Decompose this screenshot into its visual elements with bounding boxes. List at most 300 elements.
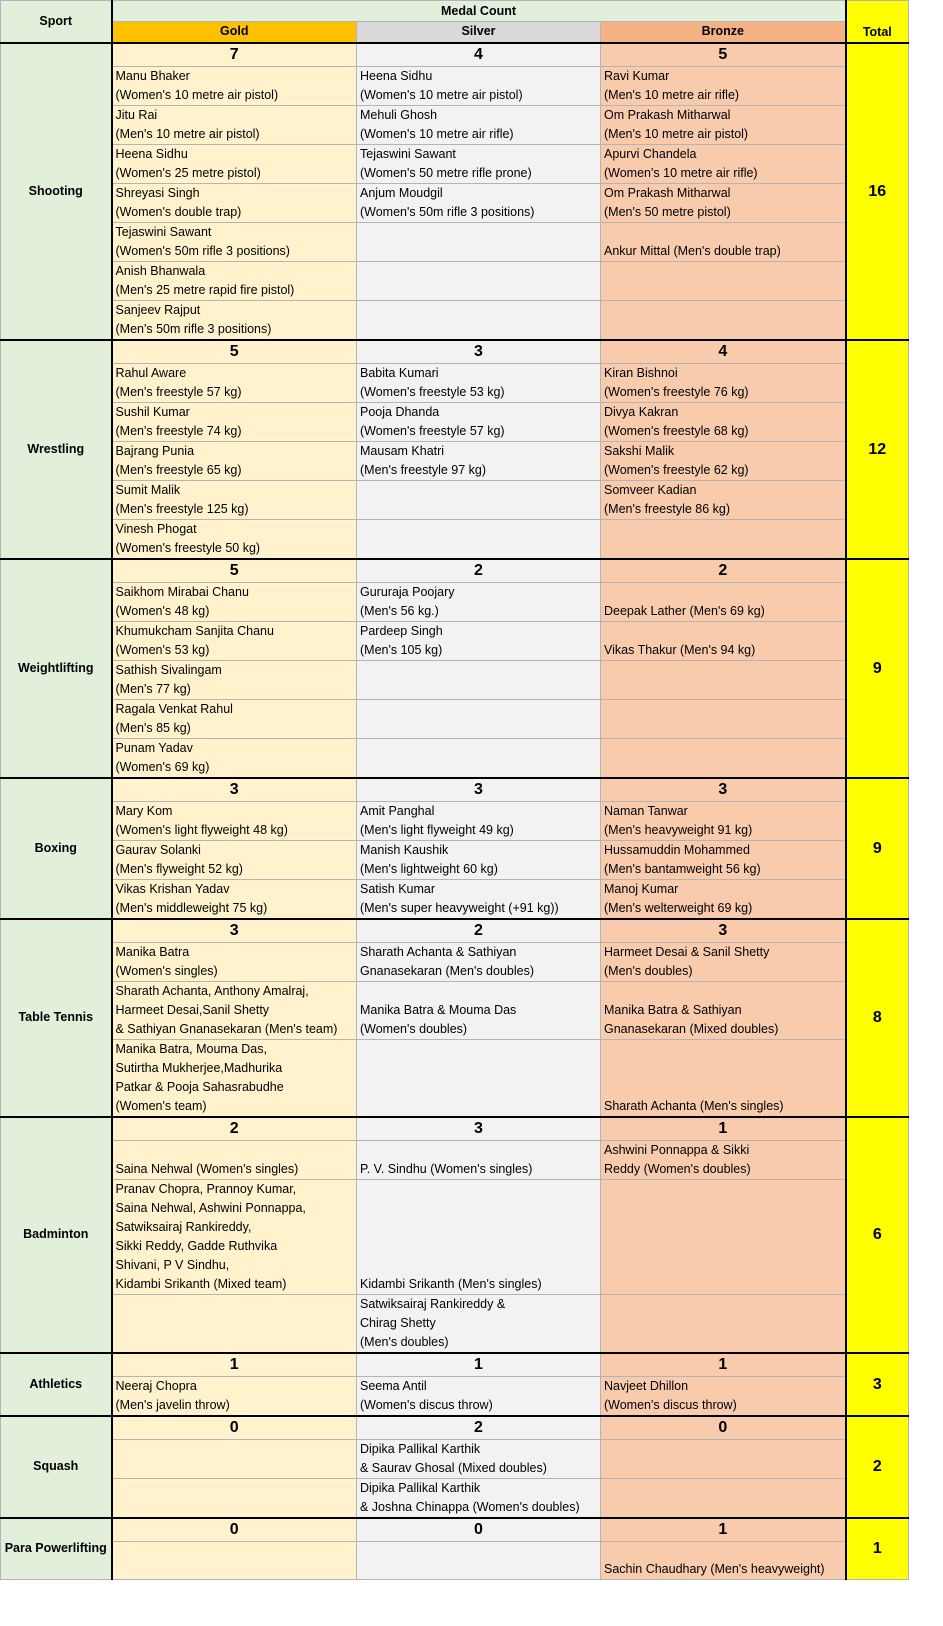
bronze-medalist-cell xyxy=(601,1478,846,1518)
silver-medalist-cell xyxy=(357,621,601,660)
gold-medalist-cell xyxy=(112,738,357,778)
medalist-text: Sushil Kumar xyxy=(115,404,190,419)
medalist-text: (Men's 85 kg) xyxy=(115,720,191,735)
silver-medalist-cell xyxy=(357,738,601,778)
medalist-text: (Women's 53 kg) xyxy=(115,642,210,657)
bronze-medalist-cell xyxy=(601,1541,846,1579)
medalist-text: Anjum Moudgil xyxy=(360,185,443,200)
sport-name: Para Powerlifting xyxy=(1,1518,112,1580)
medalist-row xyxy=(1,300,909,340)
gold-medalist-cell xyxy=(112,363,357,402)
silver-medalist-cell xyxy=(357,105,601,144)
medalist-text: (Men's 56 kg.) xyxy=(360,603,439,618)
medalist-text: Jitu Rai xyxy=(115,107,158,122)
medalist-text: (Men's doubles) xyxy=(604,963,693,978)
medalist-text: (Men's middleweight 75 kg) xyxy=(115,900,268,915)
sport-name: Badminton xyxy=(1,1117,112,1353)
medalist-text: Hussamuddin Mohammed xyxy=(604,842,750,857)
medalist-text: Satish Kumar xyxy=(360,881,436,896)
medalist-text: Sikki Reddy, Gadde Ruthvika xyxy=(115,1238,278,1253)
bronze-medal-count: 2 xyxy=(601,559,846,583)
medalist-row xyxy=(1,582,909,621)
medalist-row xyxy=(1,738,909,778)
silver-medal-count: 4 xyxy=(357,43,601,67)
bronze-medal-count: 5 xyxy=(601,43,846,67)
gold-medal-count: 0 xyxy=(112,1416,357,1440)
bronze-medalist-cell xyxy=(601,183,846,222)
medalist-text: (Men's freestyle 57 kg) xyxy=(115,384,242,399)
medalist-text: (Women's double trap) xyxy=(115,204,242,219)
medalist-row xyxy=(1,801,909,840)
medalist-text: (Women's 10 metre air rifle) xyxy=(360,126,514,141)
medalist-text: (Men's 10 metre air rifle) xyxy=(604,87,740,102)
medalist-text: Chirag Shetty xyxy=(360,1315,436,1330)
medalist-row xyxy=(1,66,909,105)
gold-medal-count: 5 xyxy=(112,559,357,583)
bronze-medalist-cell xyxy=(601,942,846,981)
medal-count-header: Medal Count xyxy=(112,1,846,22)
medalist-text: (Men's 50m rifle 3 positions) xyxy=(115,321,272,336)
gold-medalist-cell xyxy=(112,144,357,183)
gold-medal-count: 3 xyxy=(112,778,357,802)
silver-medal-count: 3 xyxy=(357,1117,601,1141)
sport-name: Table Tennis xyxy=(1,919,112,1117)
medalist-text: Ankur Mittal (Men's double trap) xyxy=(604,243,781,258)
medalist-text: (Men's 25 metre rapid fire pistol) xyxy=(115,282,295,297)
silver-medal-count: 2 xyxy=(357,919,601,943)
medalist-text: (Men's javelin throw) xyxy=(115,1397,230,1412)
medalist-text: Manoj Kumar xyxy=(604,881,679,896)
silver-medalist-cell xyxy=(357,519,601,559)
sport-column-header: Sport xyxy=(1,1,112,43)
medalist-text: Sumit Malik xyxy=(115,482,181,497)
bronze-medalist-cell xyxy=(601,1294,846,1353)
medalist-text: Om Prakash Mitharwal xyxy=(604,185,731,200)
medalist-text: Sharath Achanta & Sathiyan xyxy=(360,944,517,959)
medalist-row xyxy=(1,1376,909,1416)
bronze-medalist-cell xyxy=(601,480,846,519)
bronze-medalist-cell xyxy=(601,879,846,919)
medalist-row xyxy=(1,840,909,879)
medalist-row xyxy=(1,621,909,660)
medalist-text: (Men's welterweight 69 kg) xyxy=(604,900,753,915)
gold-medalist-cell xyxy=(112,1140,357,1179)
medalist-text: Ragala Venkat Rahul xyxy=(115,701,233,716)
gold-medalist-cell xyxy=(112,66,357,105)
bronze-medal-count: 3 xyxy=(601,919,846,943)
silver-medal-count: 2 xyxy=(357,1416,601,1440)
silver-medalist-cell xyxy=(357,801,601,840)
bronze-medalist-cell xyxy=(601,699,846,738)
medalist-text: (Men's lightweight 60 kg) xyxy=(360,861,498,876)
silver-medal-count: 2 xyxy=(357,559,601,583)
gold-medalist-cell xyxy=(112,879,357,919)
medalist-row xyxy=(1,222,909,261)
sport-name: Wrestling xyxy=(1,340,112,559)
medalist-text: Gnanasekaran (Mixed doubles) xyxy=(604,1021,779,1036)
medalist-text: Heena Sidhu xyxy=(115,146,188,161)
silver-column-header: Silver xyxy=(357,22,601,43)
medalist-text: Manika Batra xyxy=(115,944,190,959)
medalist-text: Ashwini Ponnappa & Sikki xyxy=(604,1142,750,1157)
medalist-row xyxy=(1,660,909,699)
medalist-text: & Saurav Ghosal (Mixed doubles) xyxy=(360,1460,547,1475)
medalist-text: Anish Bhanwala xyxy=(115,263,206,278)
medalist-text: (Men's freestyle 86 kg) xyxy=(604,501,731,516)
medalist-text: Manika Batra & Sathiyan xyxy=(604,1002,742,1017)
medalist-row xyxy=(1,879,909,919)
gold-medalist-cell xyxy=(112,183,357,222)
medalist-row xyxy=(1,402,909,441)
bronze-medal-count: 1 xyxy=(601,1353,846,1377)
gold-medalist-cell xyxy=(112,981,357,1039)
gold-medalist-cell xyxy=(112,222,357,261)
medalist-text: Patkar & Pooja Sahasrabudhe xyxy=(115,1079,284,1094)
sport-total: 6 xyxy=(846,1117,909,1353)
silver-medal-count: 0 xyxy=(357,1518,601,1542)
medalist-text: (Men's 105 kg) xyxy=(360,642,443,657)
silver-medalist-cell xyxy=(357,1039,601,1117)
medalist-text: Kiran Bishnoi xyxy=(604,365,678,380)
medalist-text: (Men's heavyweight 91 kg) xyxy=(604,822,753,837)
silver-medalist-cell xyxy=(357,1541,601,1579)
gold-medalist-cell xyxy=(112,1541,357,1579)
silver-medalist-cell xyxy=(357,183,601,222)
gold-medalist-cell xyxy=(112,801,357,840)
gold-medalist-cell xyxy=(112,1376,357,1416)
medalist-text: (Men's freestyle 125 kg) xyxy=(115,501,249,516)
medalist-text: Pranav Chopra, Prannoy Kumar, xyxy=(115,1181,297,1196)
medalist-text: Sutirtha Mukherjee,Madhurika xyxy=(115,1060,283,1075)
medal-table-body xyxy=(1,43,909,1580)
gold-column-header: Gold xyxy=(112,22,357,43)
bronze-medal-count: 1 xyxy=(601,1518,846,1542)
silver-medalist-cell xyxy=(357,1294,601,1353)
bronze-medalist-cell xyxy=(601,1140,846,1179)
medalist-text: (Women's 50m rifle 3 positions) xyxy=(360,204,535,219)
medalist-text: (Women's 10 metre air pistol) xyxy=(115,87,279,102)
medalist-text: Manika Batra, Mouma Das, xyxy=(115,1041,267,1056)
gold-medalist-cell xyxy=(112,261,357,300)
medalist-text: Gaurav Solanki xyxy=(115,842,201,857)
gold-medalist-cell xyxy=(112,1039,357,1117)
medalist-text: (Women's 10 metre air pistol) xyxy=(360,87,523,102)
bronze-medalist-cell xyxy=(601,582,846,621)
gold-medal-count: 1 xyxy=(112,1353,357,1377)
medalist-text: Deepak Lather (Men's 69 kg) xyxy=(604,603,765,618)
medalist-row xyxy=(1,1294,909,1353)
medalist-text: (Women's freestyle 68 kg) xyxy=(604,423,749,438)
medalist-text: (Women's freestyle 53 kg) xyxy=(360,384,505,399)
gold-medalist-cell xyxy=(112,660,357,699)
sport-total: 16 xyxy=(846,43,909,340)
medalist-text: (Men's doubles) xyxy=(360,1334,449,1349)
silver-medalist-cell xyxy=(357,363,601,402)
gold-medalist-cell xyxy=(112,942,357,981)
medalist-text: Heena Sidhu xyxy=(360,68,433,83)
medalist-text: Saikhom Mirabai Chanu xyxy=(115,584,249,599)
gold-medal-count: 5 xyxy=(112,340,357,364)
medalist-text: (Women's freestyle 76 kg) xyxy=(604,384,749,399)
silver-medalist-cell xyxy=(357,402,601,441)
medalist-text: Manish Kaushik xyxy=(360,842,449,857)
medalist-text: Gururaja Poojary xyxy=(360,584,455,599)
medalist-text: Kidambi Srikanth (Mixed team) xyxy=(115,1276,287,1291)
medalist-row xyxy=(1,363,909,402)
silver-medalist-cell xyxy=(357,879,601,919)
sport-count-row xyxy=(1,1416,909,1440)
silver-medal-count: 3 xyxy=(357,340,601,364)
sport-count-row xyxy=(1,43,909,67)
sport-count-row xyxy=(1,1117,909,1141)
medalist-text: (Women's freestyle 50 kg) xyxy=(115,540,261,555)
medalist-text: Gnanasekaran (Men's doubles) xyxy=(360,963,535,978)
medalist-text: Vikas Krishan Yadav xyxy=(115,881,230,896)
gold-medalist-cell xyxy=(112,582,357,621)
silver-medalist-cell xyxy=(357,1478,601,1518)
medalist-text: Sharath Achanta, Anthony Amalraj, xyxy=(115,983,309,998)
bronze-medalist-cell xyxy=(601,402,846,441)
bronze-medalist-cell xyxy=(601,660,846,699)
medalist-text: Navjeet Dhillon xyxy=(604,1378,689,1393)
bronze-medal-count: 0 xyxy=(601,1416,846,1440)
medalist-text: (Men's bantamweight 56 kg) xyxy=(604,861,761,876)
medalist-text: (Women's freestyle 57 kg) xyxy=(360,423,505,438)
bronze-medalist-cell xyxy=(601,801,846,840)
bronze-medalist-cell xyxy=(601,66,846,105)
silver-medalist-cell xyxy=(357,942,601,981)
silver-medalist-cell xyxy=(357,66,601,105)
bronze-medalist-cell xyxy=(601,363,846,402)
medalist-text: (Men's 77 kg) xyxy=(115,681,191,696)
medalist-text: Om Prakash Mitharwal xyxy=(604,107,731,122)
gold-medalist-cell xyxy=(112,402,357,441)
medalist-text: Satwiksairaj Rankireddy & xyxy=(360,1296,506,1311)
sport-name: Shooting xyxy=(1,43,112,340)
sport-total: 1 xyxy=(846,1518,909,1580)
medalist-text: Rahul Aware xyxy=(115,365,187,380)
sport-total: 9 xyxy=(846,559,909,778)
medalist-row xyxy=(1,183,909,222)
medalist-text: Pooja Dhanda xyxy=(360,404,440,419)
silver-medalist-cell xyxy=(357,981,601,1039)
silver-medalist-cell xyxy=(357,261,601,300)
bronze-medalist-cell xyxy=(601,1376,846,1416)
medalist-text: (Women's 10 metre air rifle) xyxy=(604,165,758,180)
silver-medal-count: 3 xyxy=(357,778,601,802)
gold-medalist-cell xyxy=(112,699,357,738)
gold-medalist-cell xyxy=(112,480,357,519)
medalist-text: (Women's 50 metre rifle prone) xyxy=(360,165,532,180)
gold-medalist-cell xyxy=(112,1179,357,1294)
bronze-medalist-cell xyxy=(601,300,846,340)
medalist-text: (Women's 48 kg) xyxy=(115,603,210,618)
medalist-text: (Men's freestyle 97 kg) xyxy=(360,462,487,477)
gold-medalist-cell xyxy=(112,840,357,879)
medalist-text: Neeraj Chopra xyxy=(115,1378,197,1393)
sport-total: 9 xyxy=(846,778,909,919)
medalist-text: Khumukcham Sanjita Chanu xyxy=(115,623,274,638)
medalist-text: (Men's light flyweight 49 kg) xyxy=(360,822,514,837)
bronze-medal-count: 4 xyxy=(601,340,846,364)
bronze-medalist-cell xyxy=(601,441,846,480)
medalist-row xyxy=(1,1039,909,1117)
medalist-text: Tejaswini Sawant xyxy=(360,146,456,161)
medalist-row xyxy=(1,519,909,559)
silver-medalist-cell xyxy=(357,1179,601,1294)
medalist-text: Tejaswini Sawant xyxy=(115,224,212,239)
sport-count-row xyxy=(1,919,909,943)
medalist-text: Reddy (Women's doubles) xyxy=(604,1161,751,1176)
silver-medal-count: 1 xyxy=(357,1353,601,1377)
medalist-row xyxy=(1,1478,909,1518)
silver-medalist-cell xyxy=(357,144,601,183)
gold-medal-count: 2 xyxy=(112,1117,357,1141)
medalist-text: Shreyasi Singh xyxy=(115,185,200,200)
medalist-text: (Women's 69 kg) xyxy=(115,759,210,774)
bronze-medalist-cell xyxy=(601,261,846,300)
silver-medalist-cell xyxy=(357,1376,601,1416)
medalist-text: Harmeet Desai,Sanil Shetty xyxy=(115,1002,270,1017)
medalist-row xyxy=(1,1541,909,1579)
medalist-text: Sharath Achanta (Men's singles) xyxy=(604,1098,784,1113)
total-column-header: Total xyxy=(846,1,909,43)
medalist-text: (Men's freestyle 65 kg) xyxy=(115,462,242,477)
silver-medalist-cell xyxy=(357,699,601,738)
medalist-text: Dipika Pallikal Karthik xyxy=(360,1480,481,1495)
bronze-medal-count: 3 xyxy=(601,778,846,802)
medalist-text: Dipika Pallikal Karthik xyxy=(360,1441,481,1456)
bronze-column-header: Bronze xyxy=(601,22,846,43)
medalist-text: Pardeep Singh xyxy=(360,623,443,638)
medalist-text: Sakshi Malik xyxy=(604,443,675,458)
medalist-text: Ravi Kumar xyxy=(604,68,670,83)
bronze-medalist-cell xyxy=(601,144,846,183)
bronze-medalist-cell xyxy=(601,1039,846,1117)
medalist-text: (Women's freestyle 62 kg) xyxy=(604,462,749,477)
medalist-text: (Women's 25 metre pistol) xyxy=(115,165,261,180)
medalist-text: (Men's super heavyweight (+91 kg)) xyxy=(360,900,559,915)
medalist-row xyxy=(1,105,909,144)
bronze-medalist-cell xyxy=(601,621,846,660)
medalist-text: Vinesh Phogat xyxy=(115,521,197,536)
medalist-row xyxy=(1,480,909,519)
silver-medalist-cell xyxy=(357,1140,601,1179)
gold-medalist-cell xyxy=(112,1294,357,1353)
bronze-medalist-cell xyxy=(601,519,846,559)
sport-count-row xyxy=(1,559,909,583)
medalist-text: (Men's flyweight 52 kg) xyxy=(115,861,243,876)
bronze-medalist-cell xyxy=(601,105,846,144)
medalist-text: Kidambi Srikanth (Men's singles) xyxy=(360,1276,542,1291)
silver-medalist-cell xyxy=(357,660,601,699)
sport-total: 3 xyxy=(846,1353,909,1416)
sport-total: 2 xyxy=(846,1416,909,1518)
medalist-text: & Joshna Chinappa (Women's doubles) xyxy=(360,1499,580,1514)
medalist-text: Divya Kakran xyxy=(604,404,679,419)
gold-medalist-cell xyxy=(112,1478,357,1518)
silver-medalist-cell xyxy=(357,222,601,261)
medalist-text: Manika Batra & Mouma Das xyxy=(360,1002,517,1017)
bronze-medalist-cell xyxy=(601,1179,846,1294)
sport-name: Weightlifting xyxy=(1,559,112,778)
medalist-text: Sanjeev Rajput xyxy=(115,302,201,317)
medalist-row xyxy=(1,981,909,1039)
medalist-row xyxy=(1,1179,909,1294)
medalist-text: Mary Kom xyxy=(115,803,173,818)
medalist-text: (Women's light flyweight 48 kg) xyxy=(115,822,288,837)
bronze-medalist-cell xyxy=(601,222,846,261)
bronze-medal-count: 1 xyxy=(601,1117,846,1141)
medalist-row xyxy=(1,942,909,981)
sport-name: Squash xyxy=(1,1416,112,1518)
medalist-text: Naman Tanwar xyxy=(604,803,688,818)
gold-medalist-cell xyxy=(112,300,357,340)
bronze-medalist-cell xyxy=(601,840,846,879)
bronze-medalist-cell xyxy=(601,738,846,778)
sport-total: 8 xyxy=(846,919,909,1117)
medalist-text: Harmeet Desai & Sanil Shetty xyxy=(604,944,770,959)
medalist-text: (Women's doubles) xyxy=(360,1021,468,1036)
gold-medalist-cell xyxy=(112,519,357,559)
medalist-row xyxy=(1,261,909,300)
medalist-text: Amit Panghal xyxy=(360,803,435,818)
sport-name: Athletics xyxy=(1,1353,112,1416)
medalist-text: (Women's team) xyxy=(115,1098,207,1113)
medalist-text: (Men's freestyle 74 kg) xyxy=(115,423,242,438)
silver-medalist-cell xyxy=(357,480,601,519)
medalist-row xyxy=(1,1140,909,1179)
bronze-medalist-cell xyxy=(601,981,846,1039)
medalist-text: (Women's singles) xyxy=(115,963,218,978)
silver-medalist-cell xyxy=(357,582,601,621)
sport-name: Boxing xyxy=(1,778,112,919)
gold-medalist-cell xyxy=(112,1439,357,1478)
medalist-text: Shivani, P V Sindhu, xyxy=(115,1257,230,1272)
medalist-text: Saina Nehwal, Ashwini Ponnappa, xyxy=(115,1200,306,1215)
medalist-text: Apurvi Chandela xyxy=(604,146,697,161)
gold-medal-count: 0 xyxy=(112,1518,357,1542)
medalist-text: Seema Antil xyxy=(360,1378,427,1393)
gold-medal-count: 3 xyxy=(112,919,357,943)
gold-medalist-cell xyxy=(112,105,357,144)
medalist-text: Mausam Khatri xyxy=(360,443,445,458)
silver-medalist-cell xyxy=(357,1439,601,1478)
sport-count-row xyxy=(1,1518,909,1542)
sport-count-row xyxy=(1,778,909,802)
gold-medal-count: 7 xyxy=(112,43,357,67)
silver-medalist-cell xyxy=(357,300,601,340)
medalist-text: (Women's discus throw) xyxy=(360,1397,493,1412)
medalist-text: (Women's 50m rifle 3 positions) xyxy=(115,243,290,258)
medalist-text: (Men's 10 metre air pistol) xyxy=(604,126,749,141)
medalist-text: (Men's 50 metre pistol) xyxy=(604,204,731,219)
sport-total: 12 xyxy=(846,340,909,559)
medalist-text: Mehuli Ghosh xyxy=(360,107,438,122)
sport-count-row xyxy=(1,1353,909,1377)
medalist-text: Satwiksairaj Rankireddy, xyxy=(115,1219,252,1234)
medalist-text: Sathish Sivalingam xyxy=(115,662,222,677)
medalist-text: Sachin Chaudhary (Men's heavyweight) xyxy=(604,1561,825,1576)
medalist-text: Manu Bhaker xyxy=(115,68,190,83)
medalist-text: Punam Yadav xyxy=(115,740,193,755)
silver-medalist-cell xyxy=(357,840,601,879)
medalist-text: (Women's discus throw) xyxy=(604,1397,737,1412)
medalist-text: & Sathiyan Gnanasekaran (Men's team) xyxy=(115,1021,338,1036)
medalist-row xyxy=(1,144,909,183)
medalist-text: Babita Kumari xyxy=(360,365,439,380)
silver-medalist-cell xyxy=(357,441,601,480)
